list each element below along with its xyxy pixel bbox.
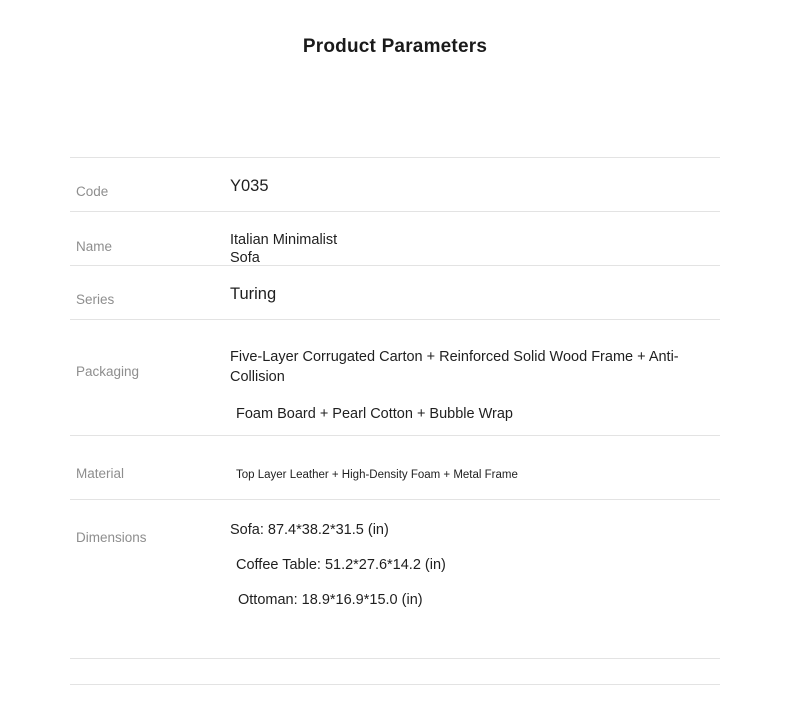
- value-line: Five-Layer Corrugated Carton + Reinforced Solid Wood Frame + Anti-Collision: [230, 349, 679, 385]
- value-line: Y035: [230, 177, 269, 195]
- page-title: Product Parameters: [302, 36, 488, 57]
- table-row: [70, 211, 720, 265]
- value-line: Top Layer Leather + High-Density Foam + Metal Frame: [236, 469, 518, 481]
- value-line: Sofa: 87.4*38.2*31.5 (in): [230, 522, 389, 538]
- row-value-packaging: [230, 320, 720, 425]
- row-label-code: Code: [76, 184, 109, 199]
- row-value-series: [230, 266, 720, 304]
- product-parameters-table: [70, 157, 720, 685]
- value-line: Coffee Table: 51.2*27.6*14.2 (in): [236, 557, 446, 573]
- table-row: [70, 265, 720, 319]
- row-label-dimensions: Dimensions: [76, 530, 147, 545]
- table-row: [70, 157, 720, 211]
- row-value-name: [230, 212, 720, 268]
- row-label-name: Name: [76, 239, 113, 254]
- value-line: Sofa: [230, 250, 260, 267]
- row-label-series: Series: [76, 292, 115, 307]
- value-line: Turing: [230, 285, 277, 303]
- row-value-material: [230, 436, 720, 481]
- row-label-material: Material: [76, 466, 125, 481]
- row-value-dimensions: [230, 500, 720, 608]
- table-row: [70, 499, 720, 658]
- table-bottom-divider: [70, 658, 720, 685]
- row-label-packaging: Packaging: [76, 364, 140, 379]
- value-line: Foam Board + Pearl Cotton + Bubble Wrap: [236, 406, 513, 423]
- row-value-code: [230, 158, 720, 196]
- table-row: [70, 319, 720, 435]
- value-line: Ottoman: 18.9*16.9*15.0 (in): [238, 592, 423, 608]
- table-row: [70, 435, 720, 499]
- value-line: Italian Minimalist: [230, 232, 338, 248]
